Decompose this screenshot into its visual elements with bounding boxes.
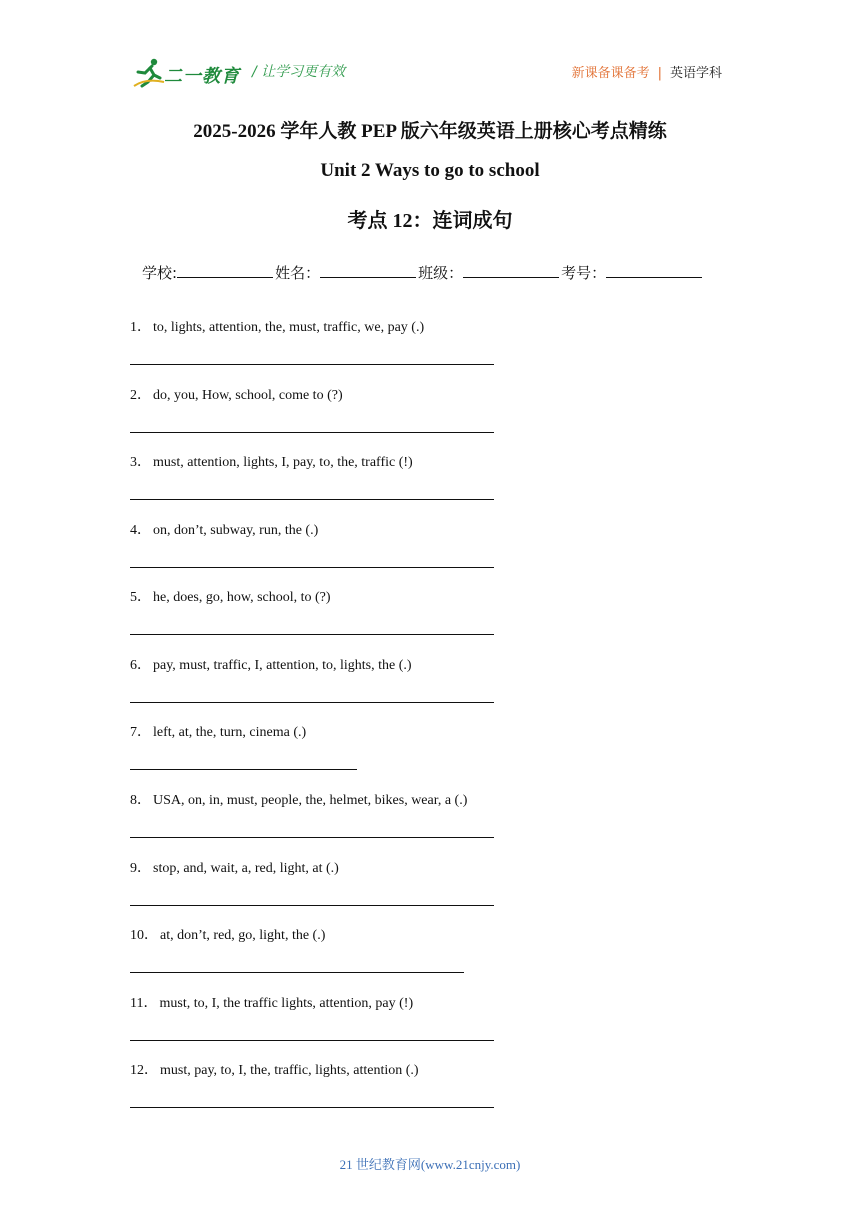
question-number: 1． — [130, 320, 151, 335]
question-number: 12． — [130, 1063, 158, 1078]
question-text: must, pay, to, I, the, traffic, lights, attention (.) — [160, 1063, 419, 1078]
page-header — [0, 0, 860, 100]
question-1 — [130, 316, 424, 336]
question-number: 5． — [130, 590, 151, 605]
answer-line-1[interactable] — [130, 364, 494, 365]
question-text: do, you, How, school, come to (?) — [153, 388, 343, 403]
question-number: 3． — [130, 455, 151, 470]
question-11 — [130, 992, 413, 1012]
question-number: 8． — [130, 793, 151, 808]
question-12 — [130, 1059, 419, 1079]
question-text: USA, on, in, must, people, the, helmet, bikes, wear, a (.) — [153, 793, 468, 808]
question-number: 2． — [130, 388, 151, 403]
student-info — [142, 262, 704, 283]
answer-line-9[interactable] — [130, 905, 494, 906]
runner-icon — [132, 56, 166, 90]
slogan: / 让学习更有效 — [252, 64, 346, 80]
unit-title: Unit 2 Ways to go to school — [320, 160, 540, 181]
number-blank[interactable] — [606, 263, 702, 278]
question-number: 6． — [130, 658, 151, 673]
name-label: 姓名： — [275, 264, 321, 282]
question-text: pay, must, traffic, I, attention, to, lights, the (.) — [153, 658, 412, 673]
question-text: he, does, go, how, school, to (?) — [153, 590, 331, 605]
header-separator: | — [657, 66, 662, 81]
answer-line-7[interactable] — [130, 769, 357, 770]
topic-title: 考点 12：连词成句 — [347, 210, 513, 232]
question-text: at, don’t, red, go, light, the (.) — [160, 928, 326, 943]
school-label: 学校: — [142, 264, 178, 282]
question-text: must, attention, lights, I, pay, to, the, traffic (!) — [153, 455, 413, 470]
answer-line-2[interactable] — [130, 432, 494, 433]
question-9 — [130, 857, 339, 877]
question-number: 10． — [130, 928, 158, 943]
header-tagline: 新课备课备考 — [571, 66, 650, 81]
name-blank[interactable] — [320, 263, 416, 278]
question-4 — [130, 519, 318, 539]
question-2 — [130, 384, 343, 404]
answer-line-11[interactable] — [130, 1040, 494, 1041]
question-6 — [130, 654, 412, 674]
answer-line-6[interactable] — [130, 702, 494, 703]
page-title: 2025-2026 学年人教 PEP 版六年级英语上册核心考点精练 — [193, 121, 667, 142]
question-number: 11． — [130, 996, 158, 1011]
question-number: 9． — [130, 861, 151, 876]
question-text: left, at, the, turn, cinema (.) — [153, 725, 307, 740]
question-8 — [130, 789, 467, 809]
logo-text: 二一教育 — [164, 66, 240, 86]
question-text: stop, and, wait, a, red, light, at (.) — [153, 861, 339, 876]
header-subject: 英语学科 — [669, 66, 722, 81]
question-5 — [130, 586, 331, 606]
answer-line-8[interactable] — [130, 837, 494, 838]
class-blank[interactable] — [463, 263, 559, 278]
question-text: on, don’t, subway, run, the (.) — [153, 523, 319, 538]
logo — [132, 56, 244, 90]
question-3 — [130, 451, 413, 471]
answer-line-4[interactable] — [130, 567, 494, 568]
question-text: must, to, I, the traffic lights, attention, pay (!) — [159, 996, 414, 1011]
question-7 — [130, 721, 306, 741]
header-right — [572, 62, 722, 81]
answer-line-12[interactable] — [130, 1107, 494, 1108]
number-label: 考号： — [561, 264, 607, 282]
question-number: 7． — [130, 725, 151, 740]
answer-line-3[interactable] — [130, 499, 494, 500]
answer-line-10[interactable] — [130, 972, 464, 973]
class-label: 班级： — [418, 264, 464, 282]
answer-line-5[interactable] — [130, 634, 494, 635]
question-10 — [130, 924, 325, 944]
question-text: to, lights, attention, the, must, traffic, we, pay (.) — [153, 320, 425, 335]
school-blank[interactable] — [177, 263, 273, 278]
footer-link[interactable]: 21 世纪教育网(www.21cnjy.com) — [339, 1157, 521, 1172]
question-number: 4． — [130, 523, 151, 538]
